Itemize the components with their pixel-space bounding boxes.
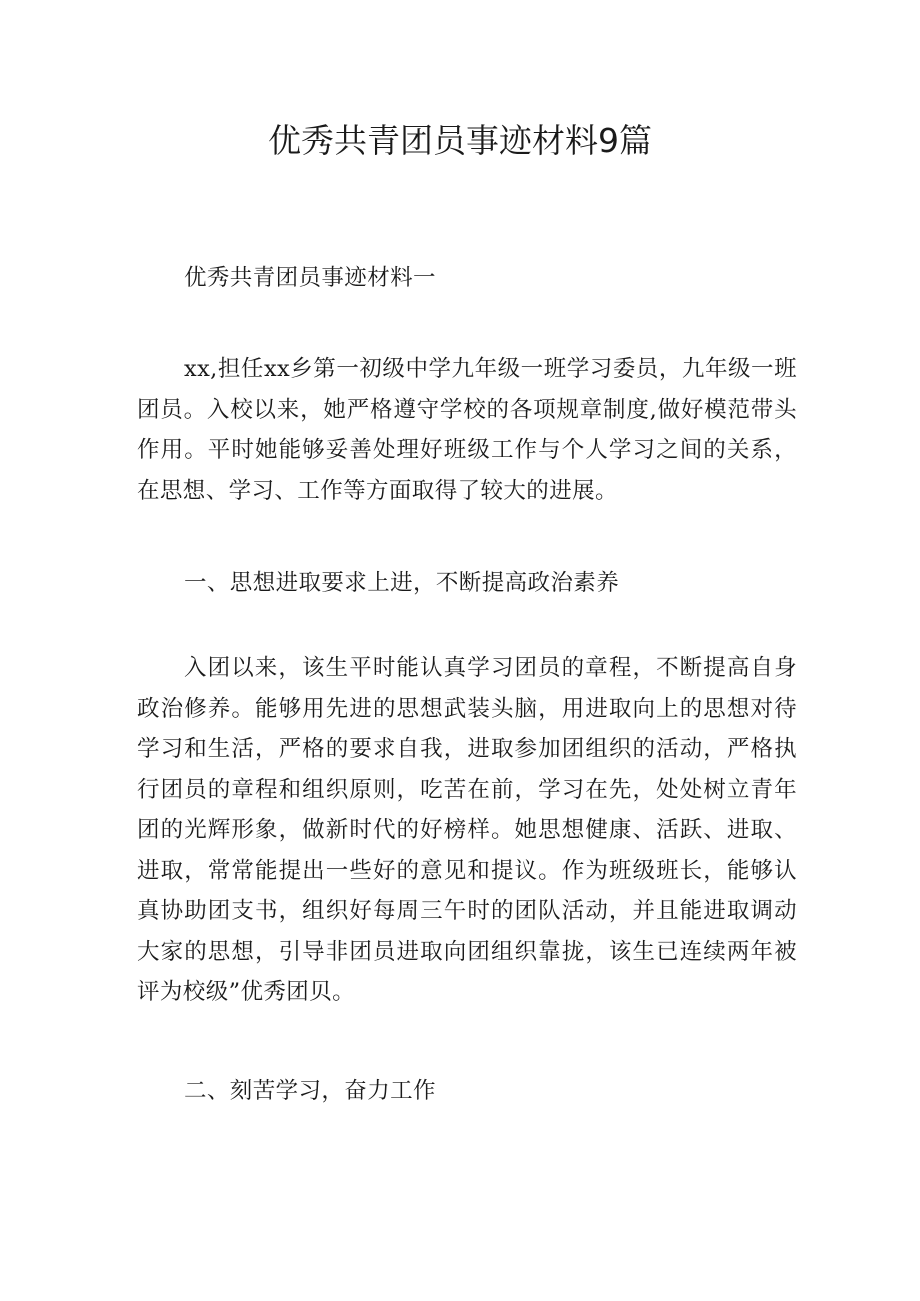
document-title: 优秀共青团员事迹材料9篇 bbox=[268, 121, 652, 160]
paragraph-2: 入团以来，该生平时能认真学习团员的章程，不断提高自身政治修养。能够用先进的思想武装头脑，用进取向上的思想对待学习和生活，严格的要求自我，进取参加团组织的活动，严格执行团员的章程和组织原则，吃苦在前，学习在先，处处树立青年团的光辉形象，做新时代的好榜样。她思想健康、活跃、进取、进取，常常能提出一些好的意见和提议。作为班级班长，能够认真协助团支书，组织好每周三午时的团队活动，并且能进取调动大家的思想，引导非团员进取向团组织靠拢，该生已连续两年被评为校级”优秀团贝。 bbox=[137, 655, 797, 1005]
section-heading-2: 一、思想进取要求上进，不断提高政治素养 bbox=[184, 570, 620, 596]
section-heading-1: 优秀共青团员事迹材料一 bbox=[184, 265, 436, 291]
paragraph-1: xx,担任xx乡第一初级中学九年级一班学习委员，九年级一班团员。入校以来，她严格遵守学校的各项规章制度,做好模范带头作用。平时她能够妥善处理好班级工作与个人学习之间的关系，在思想、学习、工作等方面取得了较大的进展。 bbox=[137, 356, 797, 504]
section-heading-3: 二、刻苦学习，奋力工作 bbox=[184, 1078, 436, 1104]
